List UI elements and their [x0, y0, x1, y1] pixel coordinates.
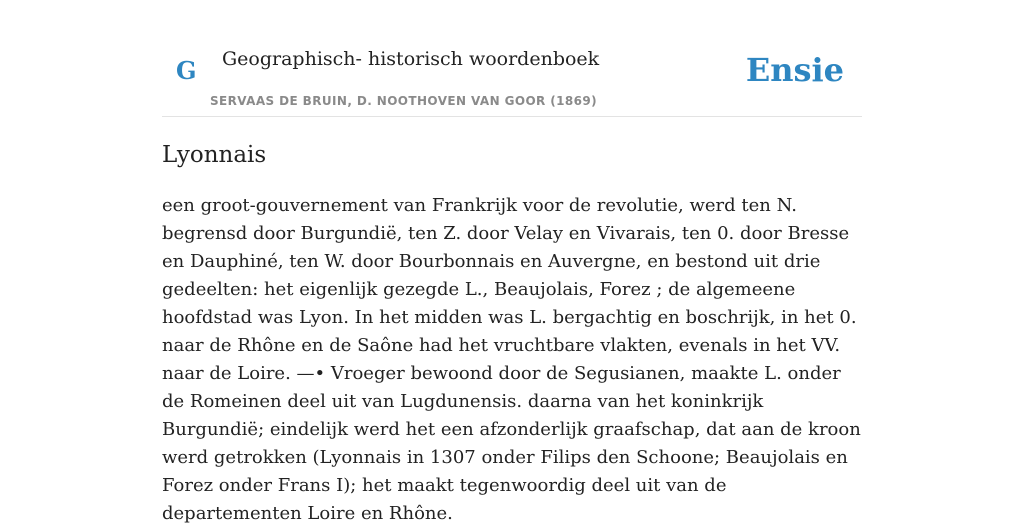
entry-body: een groot-gouvernement van Frankrijk voor de revolutie, werd ten N. begrensd door Burgundië, ten Z. door Velay en Vivarais, ten 0. door Bresse en Dauphiné, ten W. door Bourbonnais en Auvergne, en bestond uit drie gedeelten: het eigenlijk gezegde L., Beaujolais, Forez ; de algemeene hoofdstad was Lyon. In het midden was L. bergachtig en boschrijk, in het 0. naar de Rhône en de Saône had het vruchtbare vlakten, evenals in het VV. naar de Loire. —• Vroeger bewoond door de Segusianen, maakte L. onder de Romeinen deel uit van Lugdunensis. daarna van het koninkrijk Burgundië; eindelijk werd het een afzonderlijk graafschap, dat aan de kroon werd getrokken (Lyonnais in 1307 onder Filips den Schoone; Beaujolais en Forez onder Frans I); het maakt tegenwoordig deel uit van de departementen Loire en Rhône. [162, 195, 861, 524]
brand-logo[interactable]: Ensie [745, 51, 844, 89]
entry-header [162, 0, 862, 117]
source-letter-icon[interactable]: G [176, 56, 197, 85]
source-title[interactable]: Geographisch- historisch woordenboek [222, 48, 600, 70]
entry-title: Lyonnais [162, 142, 267, 168]
source-authors: SERVAAS DE BRUIN, D. NOOTHOVEN VAN GOOR (1869) [210, 94, 598, 108]
